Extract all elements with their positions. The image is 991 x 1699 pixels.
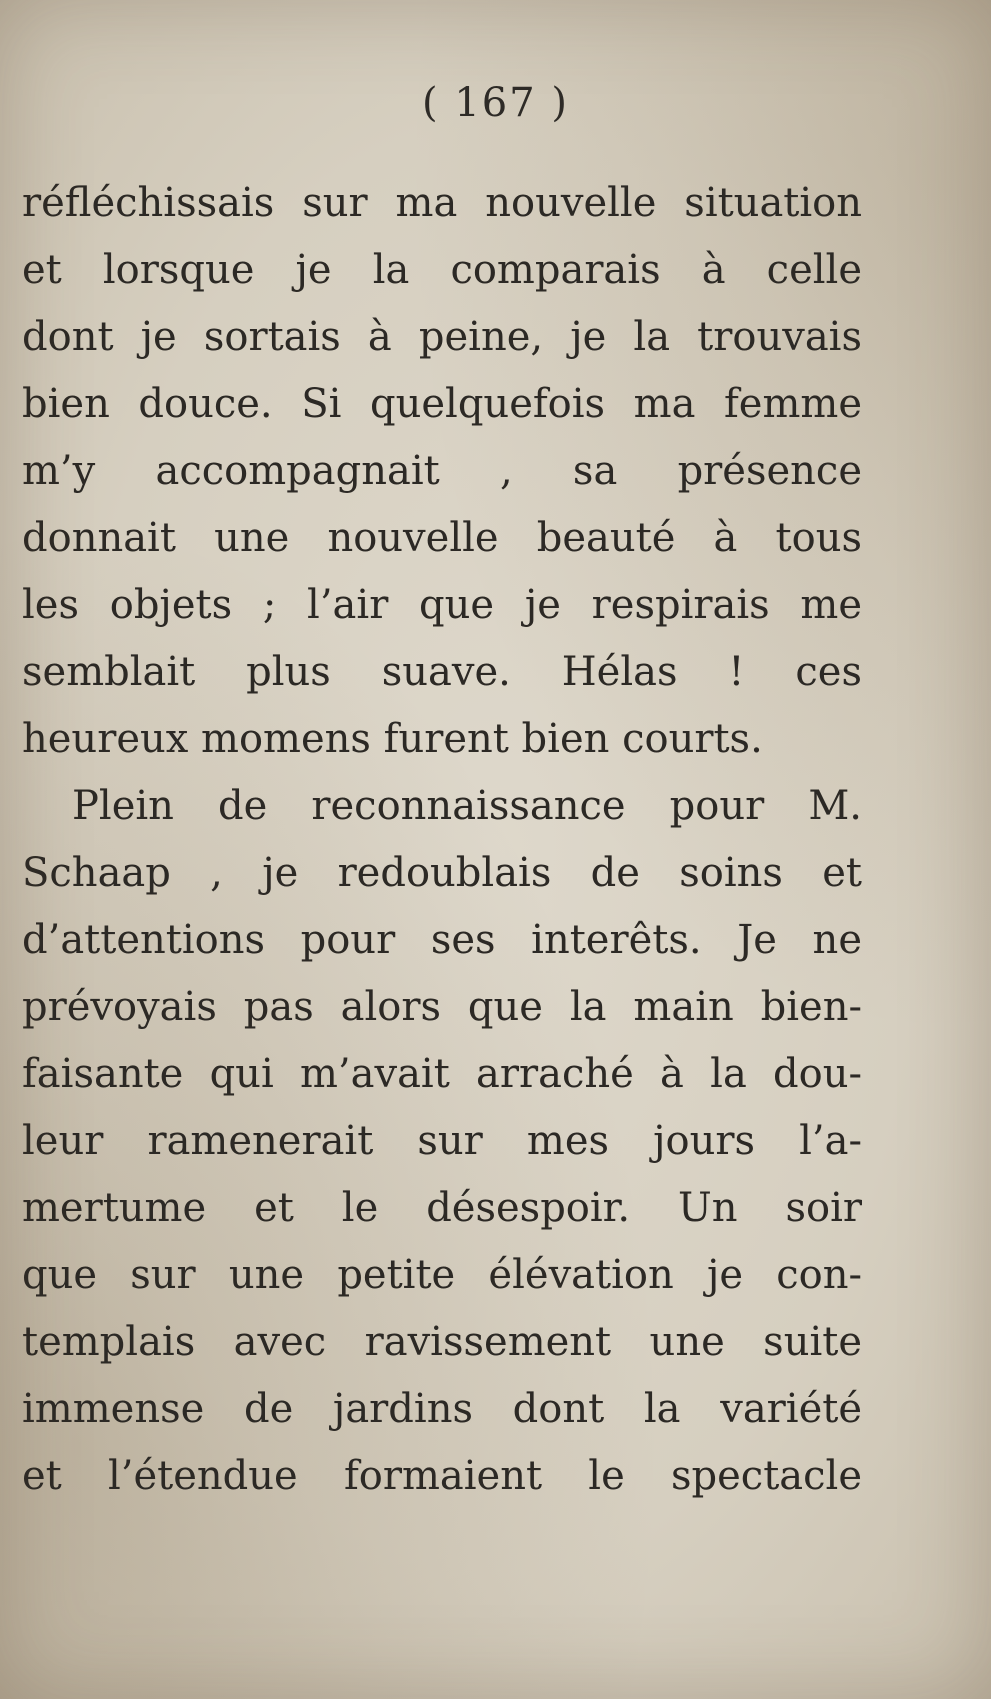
text-line: mertume et le désespoir. Un soir [22, 1185, 862, 1231]
text-line: les objets ; l’air que je respirais me [22, 582, 862, 628]
text-line: et l’étendue formaient le spectacle [22, 1453, 862, 1499]
text-line: réfléchissais sur ma nouvelle situation [22, 180, 862, 226]
text-line: donnait une nouvelle beauté à tous [22, 515, 862, 561]
text-line: faisante qui m’avait arraché à la dou- [22, 1051, 862, 1097]
text-line: bien douce. Si quelquefois ma femme [22, 381, 862, 427]
text-line: templais avec ravissement une suite [22, 1319, 862, 1365]
text-line: immense de jardins dont la variété [22, 1386, 862, 1432]
text-line: et lorsque je la comparais à celle [22, 247, 862, 293]
text-line: semblait plus suave. Hélas ! ces [22, 649, 862, 695]
text-line: d’attentions pour ses interêts. Je ne [22, 917, 862, 963]
paragraph-start-line: Plein de reconnaissance pour M. [72, 783, 862, 829]
text-line: Schaap , je redoublais de soins et [22, 850, 862, 896]
body-text [22, 170, 862, 1510]
text-line: que sur une petite élévation je con- [22, 1252, 862, 1298]
text-line: leur ramenerait sur mes jours l’a- [22, 1118, 862, 1164]
page-number: ( 167 ) [422, 80, 569, 126]
text-line: dont je sortais à peine, je la trouvais [22, 314, 862, 360]
text-line: prévoyais pas alors que la main bien- [22, 984, 862, 1030]
text-line: heureux momens furent bien courts. [22, 716, 763, 762]
text-line: m’y accompagnait , sa présence [22, 448, 862, 494]
